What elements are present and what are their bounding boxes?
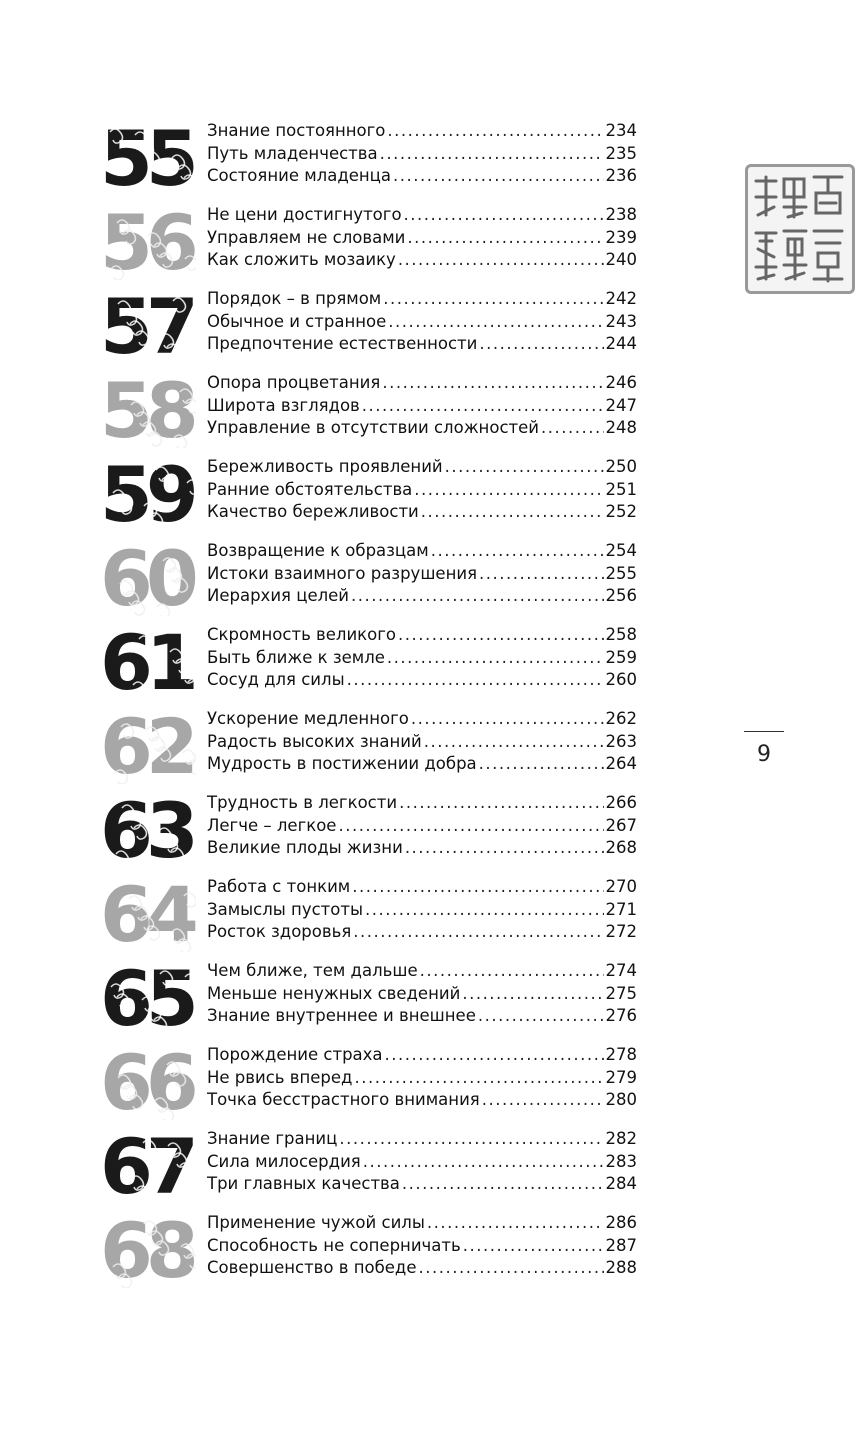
toc-entry[interactable] <box>207 837 637 860</box>
entry-title: Путь младенчества <box>207 143 378 163</box>
entry-page: 284 <box>605 1174 637 1193</box>
toc-entry[interactable] <box>207 372 637 395</box>
dot-leader <box>479 753 604 776</box>
toc-entry[interactable] <box>207 501 637 524</box>
entry-page: 258 <box>605 625 637 644</box>
chapter-number: 63 <box>100 794 192 868</box>
toc-entry[interactable] <box>207 899 637 922</box>
entry-page: 278 <box>605 1045 637 1064</box>
dot-leader <box>462 983 603 1006</box>
entry-title: Ранние обстоятельства <box>207 479 413 499</box>
dot-leader <box>362 395 604 418</box>
entry-title: Обычное и странное <box>207 311 387 331</box>
toc-chapter <box>100 874 640 958</box>
chapter-number: 67 <box>100 1130 192 1204</box>
entry-page: 271 <box>605 899 637 919</box>
entry-page: 288 <box>605 1258 637 1277</box>
dot-leader <box>398 624 603 647</box>
chapter-entries <box>207 792 637 860</box>
toc-entry[interactable] <box>207 1044 637 1067</box>
toc-entry[interactable] <box>207 731 637 754</box>
dot-leader <box>388 311 603 334</box>
entry-title: Бережливость проявлений <box>207 457 443 476</box>
toc-entry[interactable] <box>207 456 637 479</box>
entry-title: Знание внутреннее и внешнее <box>207 1006 476 1025</box>
toc-entry[interactable] <box>207 669 637 692</box>
chapter-entries <box>207 1044 637 1112</box>
chapter-entries <box>207 120 637 188</box>
entry-page: 283 <box>605 1151 637 1171</box>
chapter-entries <box>207 204 637 272</box>
toc-entry[interactable] <box>207 311 637 334</box>
entry-title: Применение чужой силы <box>207 1213 425 1232</box>
entry-title: Великие плоды жизни <box>207 838 403 857</box>
entry-title: Как сложить мозаику <box>207 250 396 269</box>
dot-leader <box>351 585 603 608</box>
entry-title: Возвращение к образцам <box>207 541 429 560</box>
toc-chapter <box>100 622 640 706</box>
dot-leader <box>419 1257 604 1280</box>
toc-entry[interactable] <box>207 647 637 670</box>
dot-leader <box>380 143 604 166</box>
toc-entry[interactable] <box>207 585 637 608</box>
page-number-rule <box>744 731 784 732</box>
entry-title: Широта взглядов <box>207 395 360 415</box>
entry-title: Чем ближе, тем дальше <box>207 961 418 980</box>
dot-leader <box>478 1005 604 1028</box>
entry-title: Знание постоянного <box>207 121 386 140</box>
entry-page: 252 <box>605 502 637 521</box>
chapter-number: 57 <box>100 290 192 364</box>
toc-chapter <box>100 370 640 454</box>
dot-leader <box>402 1173 604 1196</box>
entry-page: 262 <box>605 709 637 728</box>
dot-leader <box>420 960 604 983</box>
dot-leader <box>427 1212 604 1235</box>
entry-title: Скромность великого <box>207 625 397 644</box>
entry-page: 286 <box>605 1213 637 1232</box>
dot-leader <box>338 815 603 838</box>
chapter-number: 59 <box>100 458 192 532</box>
toc-entry[interactable] <box>207 563 637 586</box>
entry-page: 243 <box>605 311 637 331</box>
dot-leader <box>354 1067 603 1090</box>
dot-leader <box>445 456 604 479</box>
entry-page: 287 <box>605 1235 637 1255</box>
toc-entry[interactable] <box>207 1173 637 1196</box>
dot-leader <box>383 288 603 311</box>
entry-title: Состояние младенца <box>207 166 392 185</box>
dot-leader <box>387 647 604 670</box>
chapter-entries <box>207 456 637 524</box>
entry-page: 235 <box>605 143 637 163</box>
chapter-entries <box>207 1128 637 1196</box>
chapter-number: 58 <box>100 374 192 448</box>
toc-entry[interactable] <box>207 792 637 815</box>
table-of-contents <box>100 118 640 1294</box>
entry-title: Предпочтение естественности <box>207 334 478 353</box>
entry-page: 238 <box>605 205 637 224</box>
dot-leader <box>407 227 603 250</box>
entry-page: 267 <box>605 815 637 835</box>
toc-entry[interactable] <box>207 417 637 440</box>
entry-page: 255 <box>605 563 637 583</box>
entry-page: 263 <box>605 731 637 751</box>
toc-chapter <box>100 118 640 202</box>
dot-leader <box>479 333 603 356</box>
chapter-number: 68 <box>100 1214 192 1288</box>
entry-title: Ускорение медленного <box>207 709 409 728</box>
toc-entry[interactable] <box>207 921 637 944</box>
toc-entry[interactable] <box>207 1212 637 1235</box>
entry-title: Качество бережливости <box>207 502 419 521</box>
entry-page: 274 <box>605 961 637 980</box>
entry-title: Порождение страха <box>207 1045 383 1064</box>
toc-entry[interactable] <box>207 540 637 563</box>
dot-leader <box>399 792 603 815</box>
toc-chapter <box>100 538 640 622</box>
toc-entry[interactable] <box>207 143 637 166</box>
toc-entry[interactable] <box>207 876 637 899</box>
dot-leader <box>424 731 604 754</box>
toc-chapter <box>100 1210 640 1294</box>
entry-title: Управление в отсутствии сложностей <box>207 418 539 437</box>
entry-title: Совершенство в победе <box>207 1258 417 1277</box>
dot-leader <box>352 876 603 899</box>
chapter-entries <box>207 1212 637 1280</box>
chapter-number: 62 <box>100 710 192 784</box>
dot-leader <box>382 372 603 395</box>
entry-title: Легче – легкое <box>207 815 337 835</box>
entry-page: 251 <box>605 479 637 499</box>
entry-page: 239 <box>605 227 637 247</box>
entry-page: 272 <box>605 922 637 941</box>
entry-page: 242 <box>605 289 637 308</box>
toc-entry[interactable] <box>207 753 637 776</box>
toc-entry[interactable] <box>207 249 637 272</box>
toc-entry[interactable] <box>207 815 637 838</box>
entry-title: Иерархия целей <box>207 586 350 605</box>
chapter-number: 56 <box>100 206 192 280</box>
entry-title: Порядок – в прямом <box>207 289 382 308</box>
chapter-number: 61 <box>100 626 192 700</box>
dot-leader <box>479 563 603 586</box>
toc-entry[interactable] <box>207 1067 637 1090</box>
dot-leader <box>353 921 603 944</box>
toc-entry[interactable] <box>207 1005 637 1028</box>
chapter-entries <box>207 288 637 356</box>
chapter-entries <box>207 708 637 776</box>
entry-page: 275 <box>605 983 637 1003</box>
chapter-number: 65 <box>100 962 192 1036</box>
toc-entry[interactable] <box>207 708 637 731</box>
chapter-entries <box>207 960 637 1028</box>
toc-entry[interactable] <box>207 479 637 502</box>
entry-title: Опора процветания <box>207 373 381 392</box>
entry-page: 266 <box>605 793 637 812</box>
entry-page: 260 <box>605 670 637 689</box>
entry-page: 282 <box>605 1129 637 1148</box>
dot-leader <box>393 165 603 188</box>
chapter-number: 64 <box>100 878 192 952</box>
entry-page: 279 <box>605 1067 637 1087</box>
dot-leader <box>405 837 604 860</box>
chinese-seal-stamp-icon <box>745 164 855 294</box>
chapter-entries <box>207 372 637 440</box>
toc-entry[interactable] <box>207 333 637 356</box>
entry-title: Работа с тонким <box>207 877 351 896</box>
dot-leader <box>482 1089 604 1112</box>
toc-entry[interactable] <box>207 1151 637 1174</box>
chapter-entries <box>207 876 637 944</box>
toc-chapter <box>100 202 640 286</box>
entry-title: Способность не соперничать <box>207 1235 461 1255</box>
dot-leader <box>404 204 604 227</box>
toc-entry[interactable] <box>207 1257 637 1280</box>
entry-title: Замыслы пустоты <box>207 899 364 919</box>
entry-page: 240 <box>605 250 637 269</box>
entry-title: Управляем не словами <box>207 227 406 247</box>
entry-title: Росток здоровья <box>207 922 352 941</box>
entry-page: 270 <box>605 877 637 896</box>
dot-leader <box>385 1044 604 1067</box>
dot-leader <box>398 249 604 272</box>
toc-chapter <box>100 286 640 370</box>
entry-title: Меньше ненужных сведений <box>207 983 461 1003</box>
entry-title: Три главных качества <box>207 1174 400 1193</box>
toc-chapter <box>100 1126 640 1210</box>
toc-chapter <box>100 706 640 790</box>
entry-page: 244 <box>605 334 637 353</box>
dot-leader <box>387 120 603 143</box>
entry-title: Быть ближе к земле <box>207 647 385 667</box>
dot-leader <box>339 1128 603 1151</box>
entry-title: Сосуд для силы <box>207 670 345 689</box>
dot-leader <box>541 417 604 440</box>
entry-page: 268 <box>605 838 637 857</box>
entry-page: 248 <box>605 418 637 437</box>
entry-page: 250 <box>605 457 637 476</box>
chapter-entries <box>207 540 637 608</box>
dot-leader <box>411 708 604 731</box>
entry-page: 259 <box>605 647 637 667</box>
entry-page: 234 <box>605 121 637 140</box>
toc-chapter <box>100 1042 640 1126</box>
dot-leader <box>365 899 603 922</box>
toc-entry[interactable] <box>207 960 637 983</box>
toc-entry[interactable] <box>207 288 637 311</box>
entry-page: 280 <box>605 1090 637 1109</box>
entry-title: Не рвись вперед <box>207 1067 353 1087</box>
dot-leader <box>463 1235 604 1258</box>
toc-entry[interactable] <box>207 120 637 143</box>
entry-title: Не цени достигнутого <box>207 205 402 224</box>
toc-entry[interactable] <box>207 983 637 1006</box>
entry-title: Сила милосердия <box>207 1151 361 1171</box>
toc-entry[interactable] <box>207 204 637 227</box>
chapter-number: 66 <box>100 1046 192 1120</box>
entry-title: Истоки взаимного разрушения <box>207 563 478 583</box>
entry-title: Радость высоких знаний <box>207 731 422 751</box>
toc-entry[interactable] <box>207 1235 637 1258</box>
entry-page: 236 <box>605 166 637 185</box>
toc-entry[interactable] <box>207 1089 637 1112</box>
entry-title: Мудрость в постижении добра <box>207 754 477 773</box>
chapter-number: 55 <box>100 122 192 196</box>
chapter-entries <box>207 624 637 692</box>
entry-page: 276 <box>605 1006 637 1025</box>
entry-page: 246 <box>605 373 637 392</box>
entry-page: 247 <box>605 395 637 415</box>
chapter-number: 60 <box>100 542 192 616</box>
toc-entry[interactable] <box>207 395 637 418</box>
entry-title: Знание границ <box>207 1129 338 1148</box>
dot-leader <box>414 479 603 502</box>
page-number: 9 <box>757 742 771 767</box>
dot-leader <box>347 669 604 692</box>
toc-entry[interactable] <box>207 624 637 647</box>
toc-entry[interactable] <box>207 165 637 188</box>
entry-page: 264 <box>605 754 637 773</box>
toc-entry[interactable] <box>207 1128 637 1151</box>
toc-chapter <box>100 958 640 1042</box>
toc-chapter <box>100 454 640 538</box>
entry-title: Трудность в легкости <box>207 793 398 812</box>
dot-leader <box>431 540 604 563</box>
entry-title: Точка бесстрастного внимания <box>207 1090 480 1109</box>
entry-page: 256 <box>605 586 637 605</box>
toc-entry[interactable] <box>207 227 637 250</box>
toc-chapter <box>100 790 640 874</box>
dot-leader <box>421 501 604 524</box>
dot-leader <box>363 1151 604 1174</box>
entry-page: 254 <box>605 541 637 560</box>
